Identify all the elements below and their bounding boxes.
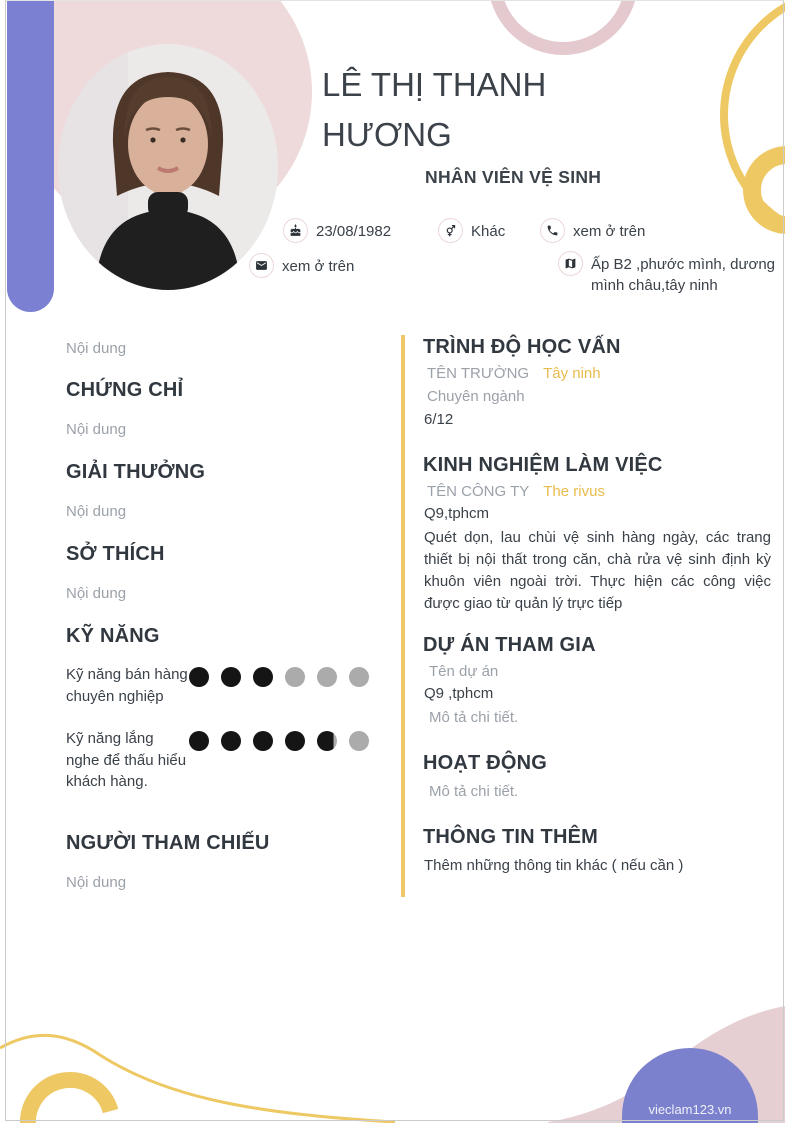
company-name-label: TÊN CÔNG TY [427, 483, 530, 500]
left-accent-bar [7, 0, 54, 312]
objective-placeholder[interactable]: Nội dung [66, 340, 127, 357]
section-title-certificates: CHỨNG CHỈ [66, 379, 184, 401]
hobbies-placeholder[interactable]: Nội dung [66, 585, 127, 602]
profile-photo-placeholder [58, 44, 278, 290]
job-title[interactable]: NHÂN VIÊN VỆ SINH [425, 167, 602, 187]
certificates-placeholder[interactable]: Nội dung [66, 421, 127, 438]
skill-label[interactable]: Kỹ năng lắng nghe để thấu hiểu khách hàng. [66, 730, 187, 790]
skill-dot-filled [285, 731, 305, 751]
phone-icon [540, 218, 565, 243]
birthday-cake-icon [283, 218, 308, 243]
email-value: xem ở trên [282, 258, 355, 275]
contact-birthday[interactable] [283, 218, 391, 243]
major-placeholder[interactable]: Chuyên ngành [427, 388, 525, 405]
section-title-skills: KỸ NĂNG [66, 625, 160, 647]
education-school-row [427, 365, 601, 382]
activity-detail-placeholder[interactable]: Mô tả chi tiết. [429, 783, 519, 800]
section-title-experience: KINH NGHIỆM LÀM VIỆC [423, 454, 663, 476]
section-title-references: NGƯỜI THAM CHIẾU [66, 832, 270, 854]
gender-icon [438, 218, 463, 243]
skill-rating[interactable] [189, 731, 369, 751]
bottom-left-curves-decoration [0, 1028, 420, 1123]
email-icon [249, 253, 274, 278]
map-location-icon [558, 251, 583, 276]
skill-dot-empty [285, 667, 305, 687]
education-detail[interactable]: 6/12 [424, 411, 454, 428]
section-title-awards: GIẢI THƯỞNG [66, 461, 206, 483]
address-value: Ấp B2 ,phước mình, dương mình châu,tây ninh [591, 256, 776, 294]
additional-info-note[interactable]: Thêm những thông tin khác ( nếu cần ) [424, 857, 684, 874]
section-title-hobbies: SỞ THÍCH [66, 543, 165, 565]
section-title-projects: DỰ ÁN THAM GIA [423, 634, 596, 656]
school-name-label: TÊN TRƯỜNG [427, 365, 530, 382]
project-location[interactable]: Q9 ,tphcm [424, 685, 494, 702]
contact-phone[interactable] [540, 218, 645, 243]
contact-email[interactable] [249, 253, 354, 278]
skill-dot-filled [253, 731, 273, 751]
skill-dot-filled [317, 731, 337, 751]
contact-gender[interactable] [438, 218, 505, 243]
section-title-education: TRÌNH ĐỘ HỌC VẤN [423, 336, 621, 358]
project-name-placeholder[interactable]: Tên dự án [429, 663, 499, 680]
skill-label[interactable]: Kỹ năng bán hàng chuyên nghiệp [66, 666, 188, 705]
top-pink-ring-decoration [488, 0, 638, 55]
experience-location[interactable]: Q9,tphcm [424, 505, 490, 522]
company-name-value[interactable]: The rivus [543, 483, 605, 500]
skill-dot-empty [349, 667, 369, 687]
column-divider [401, 335, 405, 897]
experience-description[interactable]: Quét dọn, lau chùi vệ sinh hàng ngày, các trang thiết bị nội thất trong căn, chà rửa vệ sinh định kỳ khuôn viên ngoài trời. Thực hiện các công việc được giao từ quản lý trực tiếp [424, 529, 771, 612]
brand-watermark: vieclam123.vn [648, 1102, 732, 1117]
skill-dot-filled [221, 731, 241, 751]
section-title-activities: HOẠT ĐỘNG [423, 752, 548, 774]
project-detail-placeholder[interactable]: Mô tả chi tiết. [429, 709, 519, 726]
experience-company-row [427, 483, 605, 500]
references-placeholder[interactable]: Nội dung [66, 874, 127, 891]
section-title-additional-info: THÔNG TIN THÊM [423, 826, 599, 848]
skill-dot-filled [189, 731, 209, 751]
skill-dot-filled [253, 667, 273, 687]
awards-placeholder[interactable]: Nội dung [66, 503, 127, 520]
profile-photo[interactable] [58, 44, 278, 290]
phone-value: xem ở trên [573, 223, 646, 240]
skill-rating[interactable] [189, 667, 369, 687]
skill-dot-empty [349, 731, 369, 751]
skill-dot-empty [317, 667, 337, 687]
skill-dot-filled [221, 667, 241, 687]
contact-address[interactable] [558, 251, 784, 296]
skill-dot-filled [189, 667, 209, 687]
birthday-value: 23/08/1982 [316, 223, 392, 240]
gender-value: Khác [471, 223, 506, 240]
school-name-value[interactable]: Tây ninh [543, 365, 601, 382]
candidate-name[interactable]: LÊ THỊ THANH HƯƠNG [322, 66, 547, 153]
